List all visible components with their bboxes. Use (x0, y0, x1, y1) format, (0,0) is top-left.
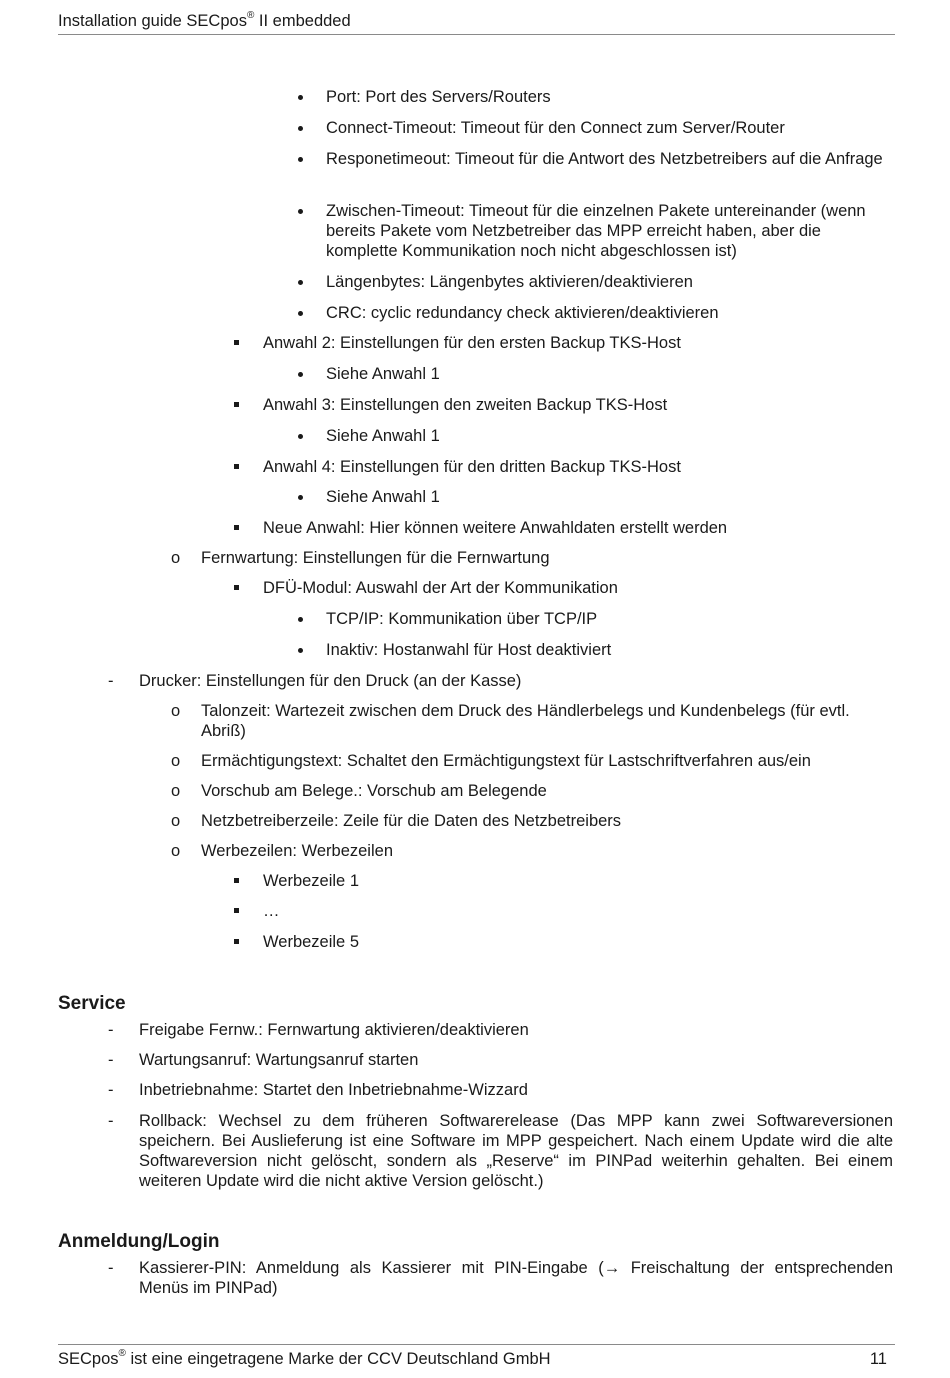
dash-marker: - (108, 1051, 114, 1069)
list-item: CRC: cyclic redundancy check aktivieren/deaktivieren (326, 304, 719, 322)
list-item: Responetimeout: Timeout für die Antwort des Netzbetreibers auf die Anfrage (326, 150, 883, 168)
bullet-marker (298, 95, 303, 100)
square-marker (234, 340, 239, 345)
list-item: Talonzeit: Wartezeit zwischen dem Druck des Händlerbelegs und Kundenbelegs (für evtl. Abriß) (201, 702, 850, 740)
bullet-marker (298, 126, 303, 131)
bullet-marker (298, 617, 303, 622)
list-item: Werbezeile 1 (263, 872, 359, 890)
bullet-marker (298, 311, 303, 316)
list-item: Neue Anwahl: Hier können weitere Anwahldaten erstellt werden (263, 519, 728, 537)
bullet-marker (298, 372, 303, 377)
list-item: TCP/IP: Kommunikation über TCP/IP (326, 610, 598, 628)
square-marker (234, 939, 239, 944)
list-item: Längenbytes: Längenbytes aktivieren/deaktivieren (326, 273, 693, 291)
list-item: Drucker: Einstellungen für den Druck (an der Kasse) (139, 672, 522, 690)
bullet-marker (298, 280, 303, 285)
list-item: Ermächtigungstext: Schaltet den Ermächtigungstext für Lastschriftverfahren aus/ein (201, 752, 811, 770)
o-marker: o (171, 752, 181, 770)
o-marker: o (171, 782, 181, 800)
list-item: Siehe Anwahl 1 (326, 427, 440, 445)
list-item: Siehe Anwahl 1 (326, 365, 440, 383)
list-item: Port: Port des Servers/Routers (326, 88, 551, 106)
square-marker (234, 402, 239, 407)
o-marker: o (171, 812, 181, 830)
square-marker (234, 878, 239, 883)
list-item: Inaktiv: Hostanwahl für Host deaktiviert (326, 641, 612, 659)
list-item: Vorschub am Belege.: Vorschub am Belegende (201, 782, 547, 800)
bullet-marker (298, 209, 303, 214)
list-item: Siehe Anwahl 1 (326, 488, 440, 506)
bullet-marker (298, 495, 303, 500)
list-item: Zwischen-Timeout: Timeout für die einzelnen Pakete untereinander (wenn bereits Pakete vom Netzbetreiber das MPP erreicht haben, aber die komplette Kommunikation noch nicht abgeschlossen ist) (326, 202, 866, 260)
list-item: Netzbetreiberzeile: Zeile für die Daten des Netzbetreibers (201, 812, 622, 830)
list-item: Fernwartung: Einstellungen für die Fernwartung (201, 549, 550, 567)
bullet-marker (298, 434, 303, 439)
list-item: Werbezeilen: Werbezeilen (201, 842, 393, 860)
list-item: Freigabe Fernw.: Fernwartung aktivieren/deaktivieren (139, 1021, 529, 1039)
list-item: Werbezeile 5 (263, 933, 359, 951)
list-item: Inbetriebnahme: Startet den Inbetriebnahme-Wizzard (139, 1081, 528, 1099)
list-item: Connect-Timeout: Timeout für den Connect zum Server/Router (326, 119, 785, 137)
page-number: 11 (869, 1350, 887, 1368)
square-marker (234, 908, 239, 913)
o-marker: o (171, 702, 181, 720)
dash-marker: - (108, 1259, 114, 1277)
bullet-marker (298, 157, 303, 162)
square-marker (234, 464, 239, 469)
bullet-marker (298, 648, 303, 653)
list-item: Anwahl 2: Einstellungen für den ersten Backup TKS-Host (263, 334, 681, 352)
o-marker: o (171, 842, 181, 860)
section-heading-service: Service (58, 993, 126, 1014)
dash-marker: - (108, 1081, 114, 1099)
header-title: Installation guide SECpos® II embedded (58, 9, 351, 30)
page-header (58, 10, 895, 35)
list-item: DFÜ-Modul: Auswahl der Art der Kommunikation (263, 579, 618, 597)
list-item: Kassierer-PIN: Anmeldung als Kassierer mit PIN-Eingabe (→ Freischaltung der entsprechenden Menüs im PINPad) (139, 1259, 893, 1297)
page-footer (58, 1344, 895, 1371)
dash-marker: - (108, 672, 114, 690)
section-heading-login: Anmeldung/Login (58, 1231, 220, 1252)
square-marker (234, 525, 239, 530)
list-item: Wartungsanruf: Wartungsanruf starten (139, 1051, 419, 1069)
footer-text: SECpos® ist eine eingetragene Marke der CCV Deutschland GmbH (58, 1347, 551, 1368)
dash-marker: - (108, 1021, 114, 1039)
square-marker (234, 585, 239, 590)
list-item: … (263, 902, 280, 920)
list-item: Rollback: Wechsel zu dem früheren Softwarerelease (Das MPP kann zwei Softwareversionen speichern. Bei Auslieferung ist eine Software im MPP gespeichert. Nach einem Update wird die alte Softwareversion nicht gelöscht, sondern als „Reserve“ im PINPad weiterhin gehalten. Bei einem weiteren Update wird die nicht aktive Version gelöscht.) (139, 1112, 893, 1190)
dash-marker: - (108, 1112, 114, 1130)
o-marker: o (171, 549, 181, 567)
list-item: Anwahl 3: Einstellungen den zweiten Backup TKS-Host (263, 396, 668, 414)
list-item: Anwahl 4: Einstellungen für den dritten Backup TKS-Host (263, 458, 681, 476)
